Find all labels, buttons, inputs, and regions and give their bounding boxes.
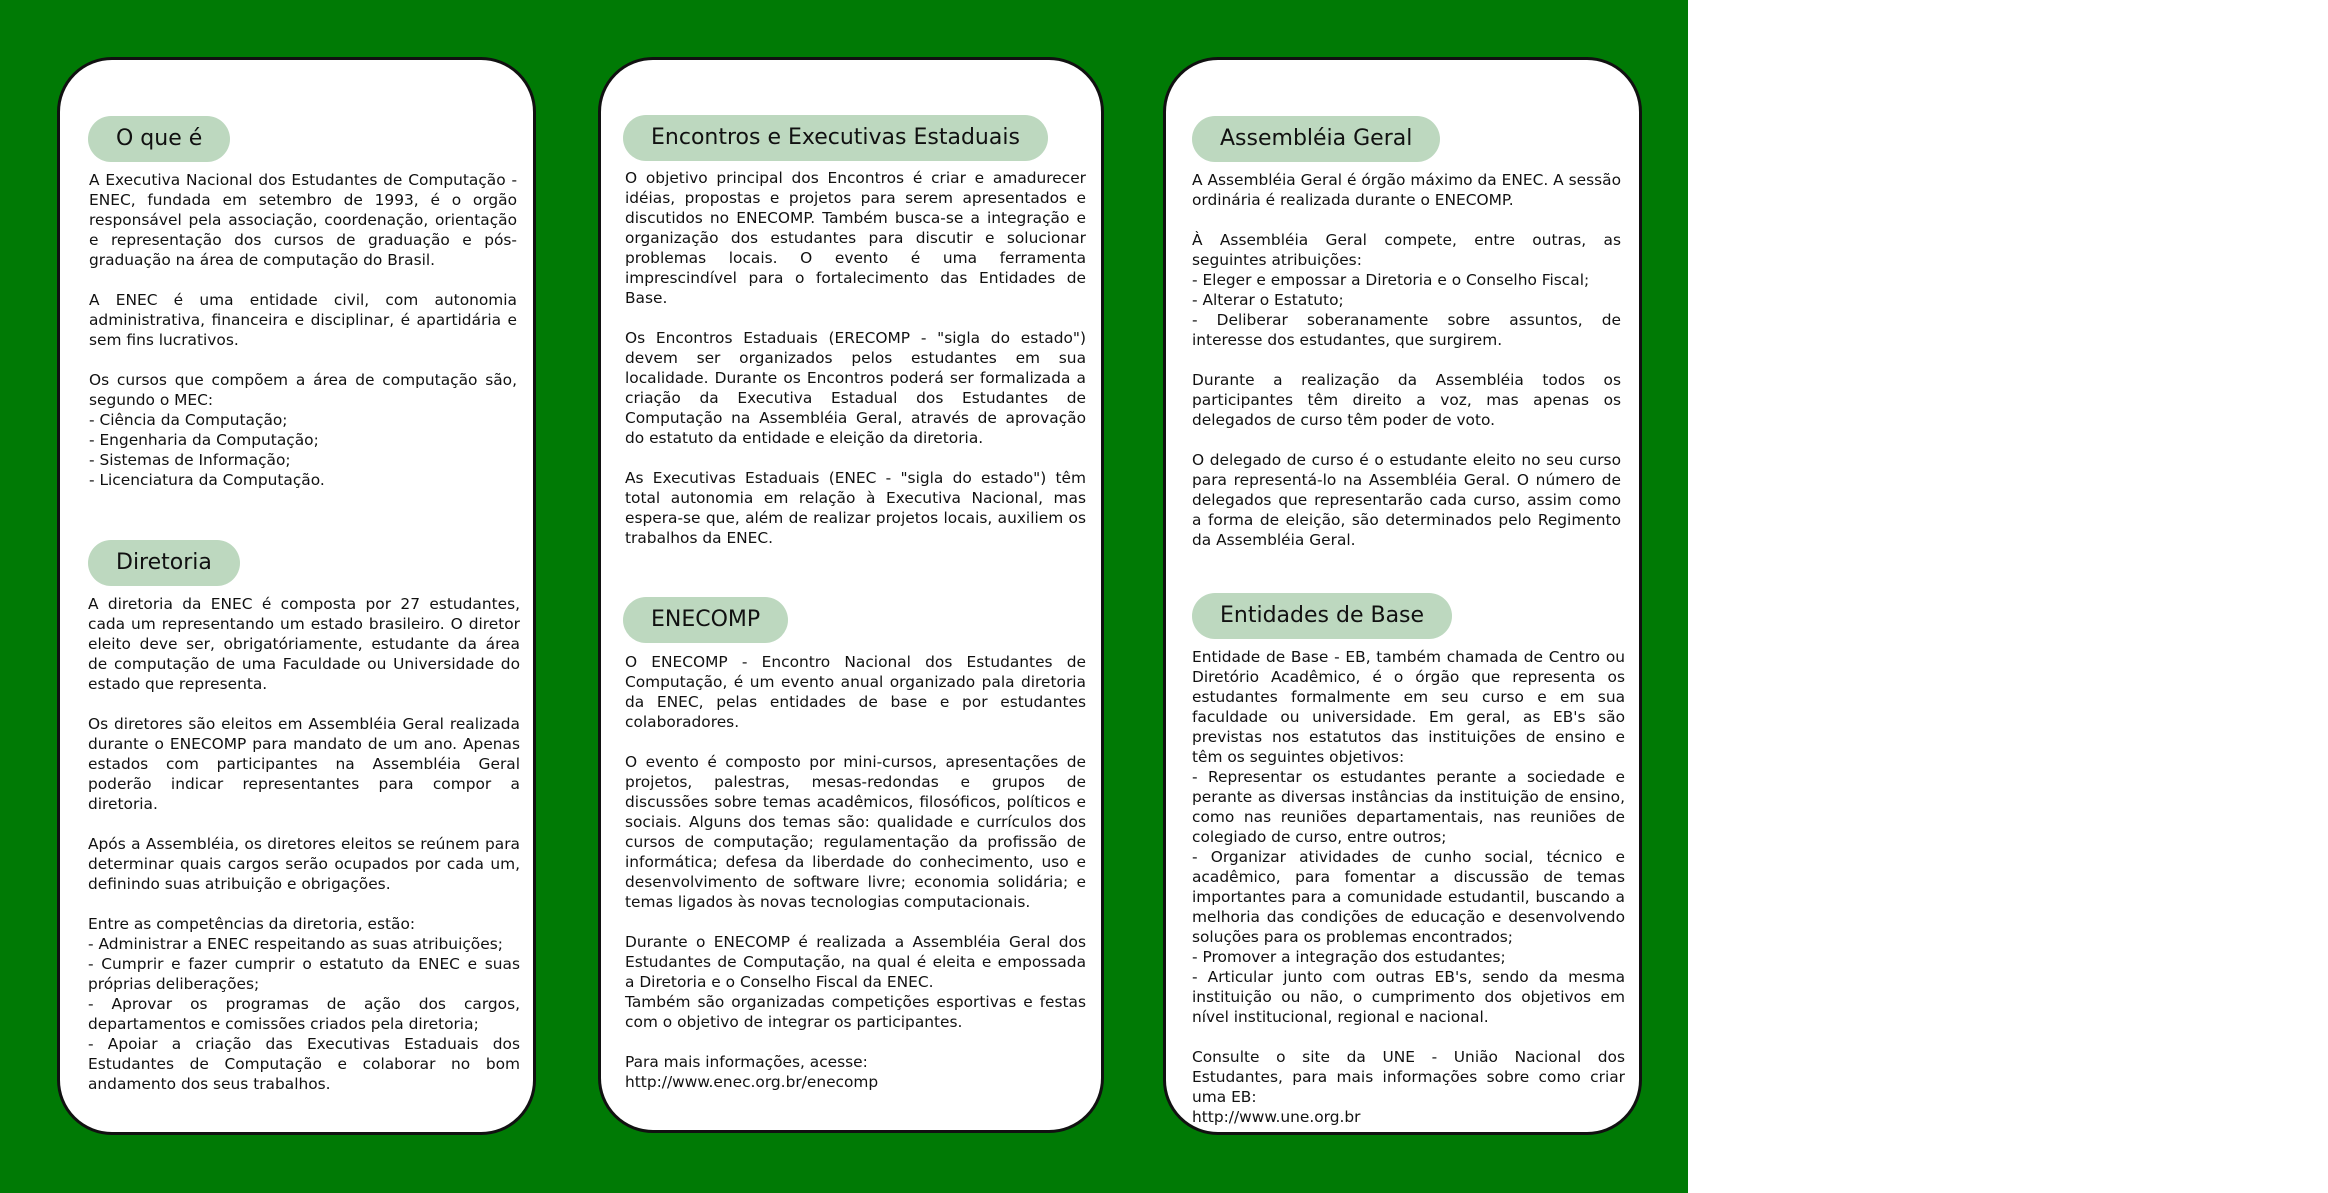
panel-encontros — [598, 57, 1104, 1133]
text-entidades-de-base: Entidade de Base - EB, também chamada de Centro ou Diretório Acadêmico, é o órgão que representa os estudantes formalmente em seu curso e em sua faculdade ou universidade. Em geral, as EB's são previstas nos estatutos das instituições de ensino e têm os seguintes objetivos: - Representar os estudantes perante a sociedade e perante as diversas instâncias da instituição de ensino, como nas reuniões departamentais, nas reuniões de colegiado de curso, entre outros; - Organizar atividades de cunho social, técnico e acadêmico, para fomentar a discussão de temas importantes para a comunidade estudantil, buscando a melhoria das condições de educação e desenvolvendo soluções para os problemas encontrados; - Promover a integração dos estudantes; - Articular junto com outras EB's, sendo da mesma instituição ou não, o cumprimento dos objetivos em nível institucional, regional e nacional. Consulte o site da UNE - União Nacional dos Estudantes, para mais informações sobre como criar uma EB: http://www.une.org.br — [1192, 648, 1625, 1126]
text-encontros: O objetivo principal dos Encontros é criar e amadurecer idéias, propostas e projetos para serem apresentados e discutidos no ENECOMP. Também busca-se a integração e organização dos estudantes para discutir e solucionar problemas locais. O evento é uma ferramenta imprescindível para o fortalecimento das Entidades de Base. Os Encontros Estaduais (ERECOMP - "sigla do estado") devem ser organizados pelos estudantes em sua localidade. Durante os Encontros poderá ser formalizada a criação da Executiva Estadual dos Estudantes de Computação na Assembléia Geral, através de aprovação do estatuto da entidade e eleição da diretoria. As Executivas Estaduais (ENEC - "sigla do estado") têm total autonomia em relação à Executiva Nacional, mas espera-se que, além de realizar projetos locais, auxiliem os trabalhos da ENEC. — [625, 169, 1086, 547]
heading-diretoria: Diretoria — [88, 540, 240, 586]
heading-entidades-de-base: Entidades de Base — [1192, 593, 1452, 639]
text-assembleia-geral: A Assembléia Geral é órgão máximo da ENEC. A sessão ordinária é realizada durante o ENECOMP. À Assembléia Geral compete, entre outras, as seguintes atribuições: - Eleger e empossar a Diretoria e o Conselho Fiscal; - Alterar o Estatuto; - Deliberar soberanamente sobre assuntos, de interesse dos estudantes, que surgirem. Durante a realização da Assembléia todos os participantes têm direito a voz, mas apenas os delegados de curso têm poder de voto. O delegado de curso é o estudante eleito no seu curso para representá-lo na Assembléia Geral. O número de delegados que representarão cada curso, assim como a forma de eleição, são determinados pelo Regimento da Assembléia Geral. — [1192, 171, 1621, 549]
panel-assembleia — [1163, 57, 1642, 1135]
heading-encontros: Encontros e Executivas Estaduais — [623, 115, 1048, 161]
heading-o-que-e: O que é — [88, 116, 230, 162]
heading-enecomp: ENECOMP — [623, 597, 788, 643]
heading-assembleia-geral: Assembléia Geral — [1192, 116, 1440, 162]
text-enecomp: O ENECOMP - Encontro Nacional dos Estudantes de Computação, é um evento anual organizado pala diretoria da ENEC, pelas entidades de base e por estudantes colaboradores. O evento é composto por mini-cursos, apresentações de projetos, palestras, mesas-redondas e grupos de discussões sobre temas acadêmicos, filosóficos, políticos e sociais. Alguns dos temas são: qualidade e currículos dos cursos de computação; regulamentação da profissão de informática; defesa da liberdade do conhecimento, uso e desenvolvimento de software livre; economia solidária; e temas ligados às novas tecnologias computacionais. Durante o ENECOMP é realizada a Assembléia Geral dos Estudantes de Computação, na qual é eleita e empossada a Diretoria e o Conselho Fiscal da ENEC. Também são organizadas competições esportivas e festas com o objetivo de integrar os participantes. Para mais informações, acesse: http://www.enec.org.br/enecomp — [625, 653, 1086, 1091]
text-o-que-e: A Executiva Nacional dos Estudantes de Computação - ENEC, fundada em setembro de 1993, é o orgão responsável pela associação, coordenação, orientação e representação dos cursos de graduação e pós-graduação na área de computação do Brasil. A ENEC é uma entidade civil, com autonomia administrativa, financeira e disciplinar, é apartidária e sem fins lucrativos. Os cursos que compõem a área de computação são, segundo o MEC: - Ciência da Computação; - Engenharia da Computação; - Sistemas de Informação; - Licenciatura da Computação. — [89, 171, 517, 489]
panel-about — [57, 57, 536, 1135]
text-diretoria: A diretoria da ENEC é composta por 27 estudantes, cada um representando um estado brasileiro. O diretor eleito deve ser, obrigatóriamente, estudante da área de computação de uma Faculdade ou Universidade do estado que representa. Os diretores são eleitos em Assembléia Geral realizada durante o ENECOMP para mandato de um ano. Apenas estados com participantes na Assembléia Geral poderão indicar representantes para compor a diretoria. Após a Assembléia, os diretores eleitos se reúnem para determinar quais cargos serão ocupados por cada um, definindo suas atribuição e obrigações. Entre as competências da diretoria, estão: - Administrar a ENEC respeitando as suas atribuições; - Cumprir e fazer cumprir o estatuto da ENEC e suas próprias deliberações; - Aprovar os programas de ação dos cargos, departamentos e comissões criados pela diretoria; - Apoiar a criação das Executivas Estaduais dos Estudantes de Computação e colaborar no bom andamento dos seus trabalhos. — [88, 595, 520, 1093]
